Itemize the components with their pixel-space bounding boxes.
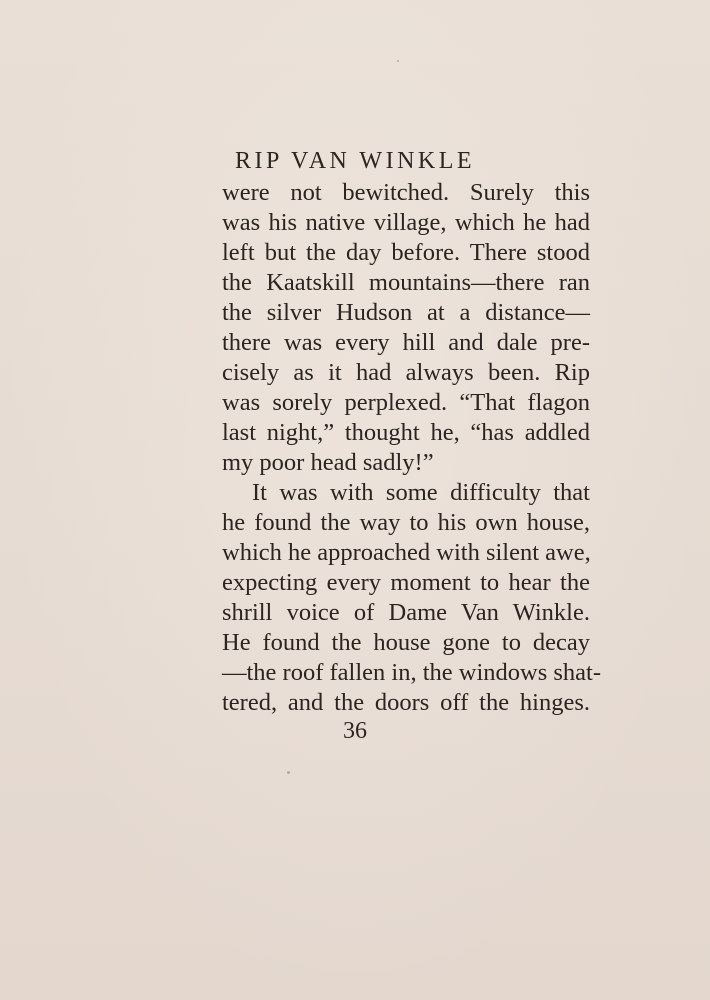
paper-speck [397, 60, 399, 62]
page-number: 36 [343, 718, 367, 744]
text-line: was his native village, which he had [222, 209, 590, 236]
text-line: were not bewitched. Surely this [222, 179, 590, 206]
text-line: last night,” thought he, “has addled [222, 419, 590, 446]
running-head: RIP VAN WINKLE [234, 148, 476, 174]
text-line: cisely as it had always been. Rip [222, 359, 590, 386]
text-line: which he approached with silent awe, [222, 539, 591, 566]
text-line: expecting every moment to hear the [222, 569, 590, 596]
text-line: my poor head sadly!” [222, 449, 434, 476]
body-text [222, 178, 601, 718]
text-line: shrill voice of Dame Van Winkle. [222, 599, 590, 626]
paper-speck [287, 771, 290, 774]
text-line: He found the house gone to decay [222, 629, 590, 656]
text-line: —the roof fallen in, the windows shat- [222, 659, 601, 686]
text-line: It was with some difficulty that [252, 479, 590, 506]
text-line: the Kaatskill mountains—there ran [222, 269, 590, 296]
text-line: was sorely perplexed. “That flagon [222, 389, 590, 416]
text-line: the silver Hudson at a distance— [222, 299, 590, 326]
text-line: tered, and the doors off the hinges. [222, 689, 590, 716]
text-line: left but the day before. There stood [222, 239, 590, 266]
text-line: he found the way to his own house, [222, 509, 590, 536]
text-line: there was every hill and dale pre- [222, 329, 590, 356]
